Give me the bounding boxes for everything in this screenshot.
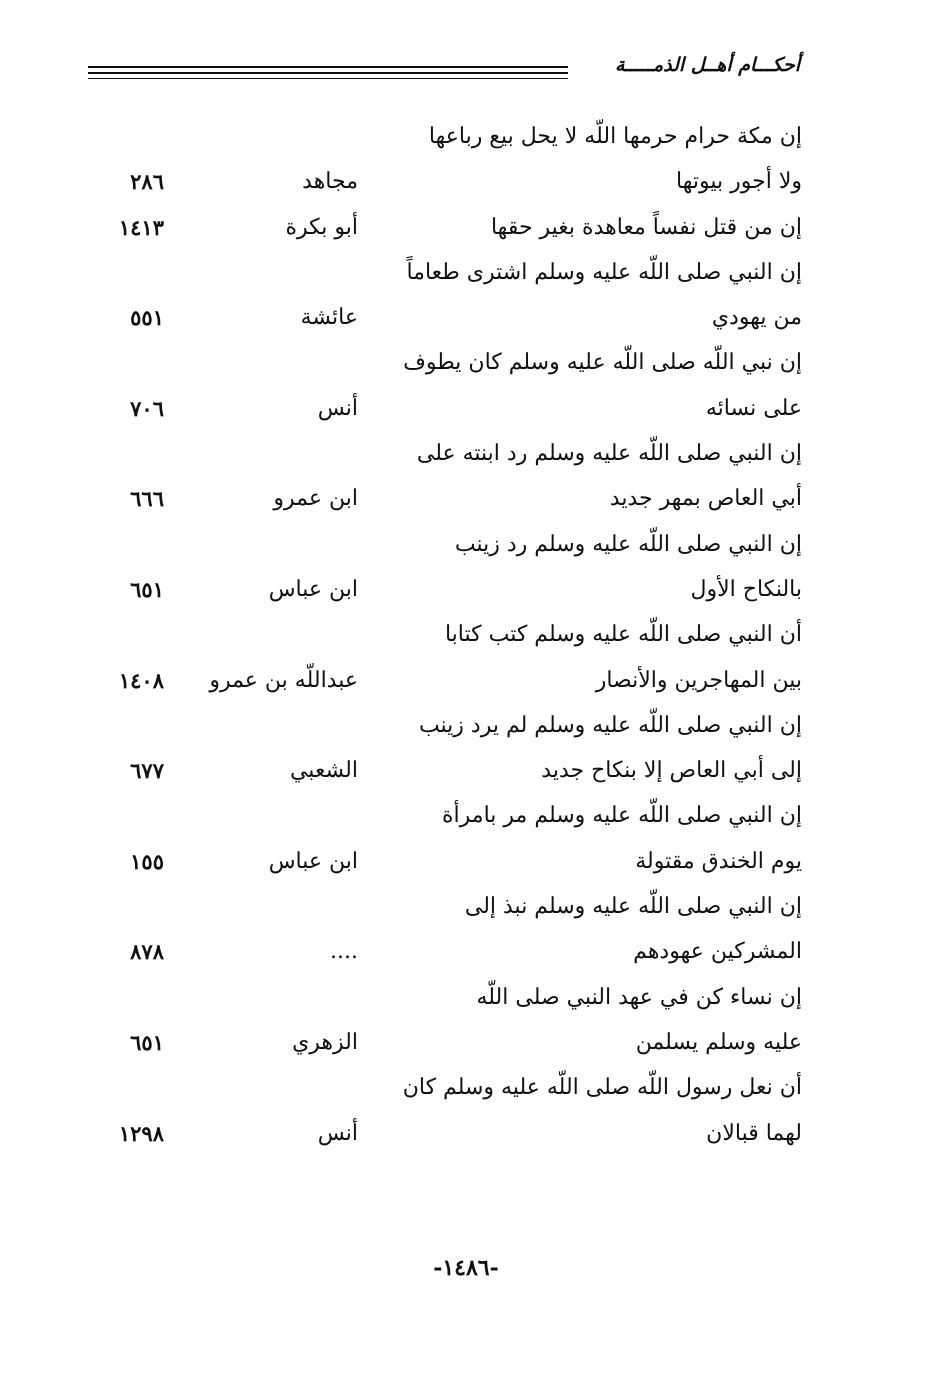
index-row xyxy=(0,480,932,525)
narrator: ابن عباس xyxy=(268,848,358,874)
page-ref: ٥٥١ xyxy=(130,305,164,331)
index-row xyxy=(0,1069,932,1114)
hadith-text: إن النبي صلى اللّه عليه وسلم رد ابنته على xyxy=(416,441,802,467)
hadith-text: عليه وسلم يسلمن xyxy=(635,1029,802,1055)
index-row xyxy=(0,254,932,299)
page-ref: ٦٥١ xyxy=(130,576,164,602)
hadith-text: إن مكة حرام حرمها اللّه لا يحل بيع رباعها xyxy=(428,124,802,149)
hadith-text: إن من قتل نفساً معاهدة بغير حقها xyxy=(490,214,802,240)
index-row xyxy=(0,979,932,1024)
hadith-text: يوم الخندق مقتولة xyxy=(635,848,802,874)
index-row xyxy=(0,707,932,752)
hadith-text: إن النبي صلى اللّه عليه وسلم نبذ إلى xyxy=(464,894,802,920)
page-ref: ٦٦٦ xyxy=(130,486,164,512)
hadith-text: إن نبي اللّه صلى اللّه عليه وسلم كان يطوف xyxy=(403,350,802,376)
page-ref: ١٥٥ xyxy=(130,848,164,874)
hadith-text: إن النبي صلى اللّه عليه وسلم لم يرد زينب xyxy=(418,712,802,738)
hadith-text: إلى أبي العاص إلا بنكاح جديد xyxy=(541,758,802,784)
hadith-text: لهما قبالان xyxy=(706,1120,802,1146)
page-number: -١٤٨٦- xyxy=(433,1255,499,1281)
index-row xyxy=(0,526,932,571)
index-row xyxy=(0,752,932,797)
narrator: الزهري xyxy=(292,1029,358,1055)
hadith-text: أن نعل رسول اللّه صلى اللّه عليه وسلم كان xyxy=(402,1075,802,1101)
index-row xyxy=(0,1024,932,1069)
header-title: أحكـــام أهــل الذمـــــة xyxy=(614,54,800,76)
hadith-text: إن النبي صلى اللّه عليه وسلم اشترى طعاماً xyxy=(406,259,802,285)
hadith-text: على نسائه xyxy=(705,395,802,421)
narrator: أبو بكرة xyxy=(285,214,358,240)
header-rule xyxy=(88,72,568,74)
page-ref: ٢٨٦ xyxy=(130,169,164,195)
hadith-text: المشركين عهودهم xyxy=(633,939,802,965)
page-ref: ١٤١٣ xyxy=(118,214,164,240)
header-rule xyxy=(88,66,568,68)
index-row xyxy=(0,163,932,208)
narrator: ابن عباس xyxy=(268,576,358,602)
index-row xyxy=(0,1115,932,1160)
narrator: الشعبي xyxy=(289,758,358,784)
hadith-text: ولا أجور بيوتها xyxy=(676,169,802,195)
index-row xyxy=(0,662,932,707)
narrator: أنس xyxy=(317,395,358,421)
index-row xyxy=(0,209,932,254)
hadith-text: بين المهاجرين والأنصار xyxy=(595,667,802,693)
hadith-text: إن نساء كن في عهد النبي صلى اللّه xyxy=(476,984,802,1010)
narrator: أنس xyxy=(317,1120,358,1146)
narrator: .... xyxy=(330,939,358,965)
narrator: عبداللّه بن عمرو xyxy=(209,667,358,693)
index-row xyxy=(0,888,932,933)
index-row xyxy=(0,299,932,344)
hadith-text: إن النبي صلى اللّه عليه وسلم مر بامرأة xyxy=(442,803,802,829)
page-ref: ٦٧٧ xyxy=(130,758,164,784)
narrator: عائشة xyxy=(300,305,358,331)
hadith-text: بالنكاح الأول xyxy=(690,576,802,602)
hadith-text: من يهودي xyxy=(711,305,802,331)
index-row xyxy=(0,435,932,480)
header-rule xyxy=(88,78,568,79)
page-ref: ٦٥١ xyxy=(130,1029,164,1055)
page-ref: ١٢٩٨ xyxy=(118,1120,164,1146)
narrator: مجاهد xyxy=(302,169,358,195)
page-ref: ١٤٠٨ xyxy=(118,667,164,693)
hadith-text: إن النبي صلى اللّه عليه وسلم رد زينب xyxy=(454,531,802,557)
running-header xyxy=(88,52,800,92)
hadith-text: أبي العاص بمهر جديد xyxy=(609,486,802,512)
hadith-text: أن النبي صلى اللّه عليه وسلم كتب كتابا xyxy=(444,622,802,648)
page-ref: ٧٠٦ xyxy=(130,395,164,421)
page-ref: ٨٧٨ xyxy=(130,939,164,965)
index-row xyxy=(0,344,932,389)
index-row xyxy=(0,571,932,616)
index-row xyxy=(0,390,932,435)
hadith-index-list xyxy=(0,118,932,1160)
index-row xyxy=(0,933,932,978)
index-row xyxy=(0,118,932,163)
index-row xyxy=(0,616,932,661)
index-row xyxy=(0,843,932,888)
narrator: ابن عمرو xyxy=(273,486,358,512)
index-row xyxy=(0,797,932,842)
